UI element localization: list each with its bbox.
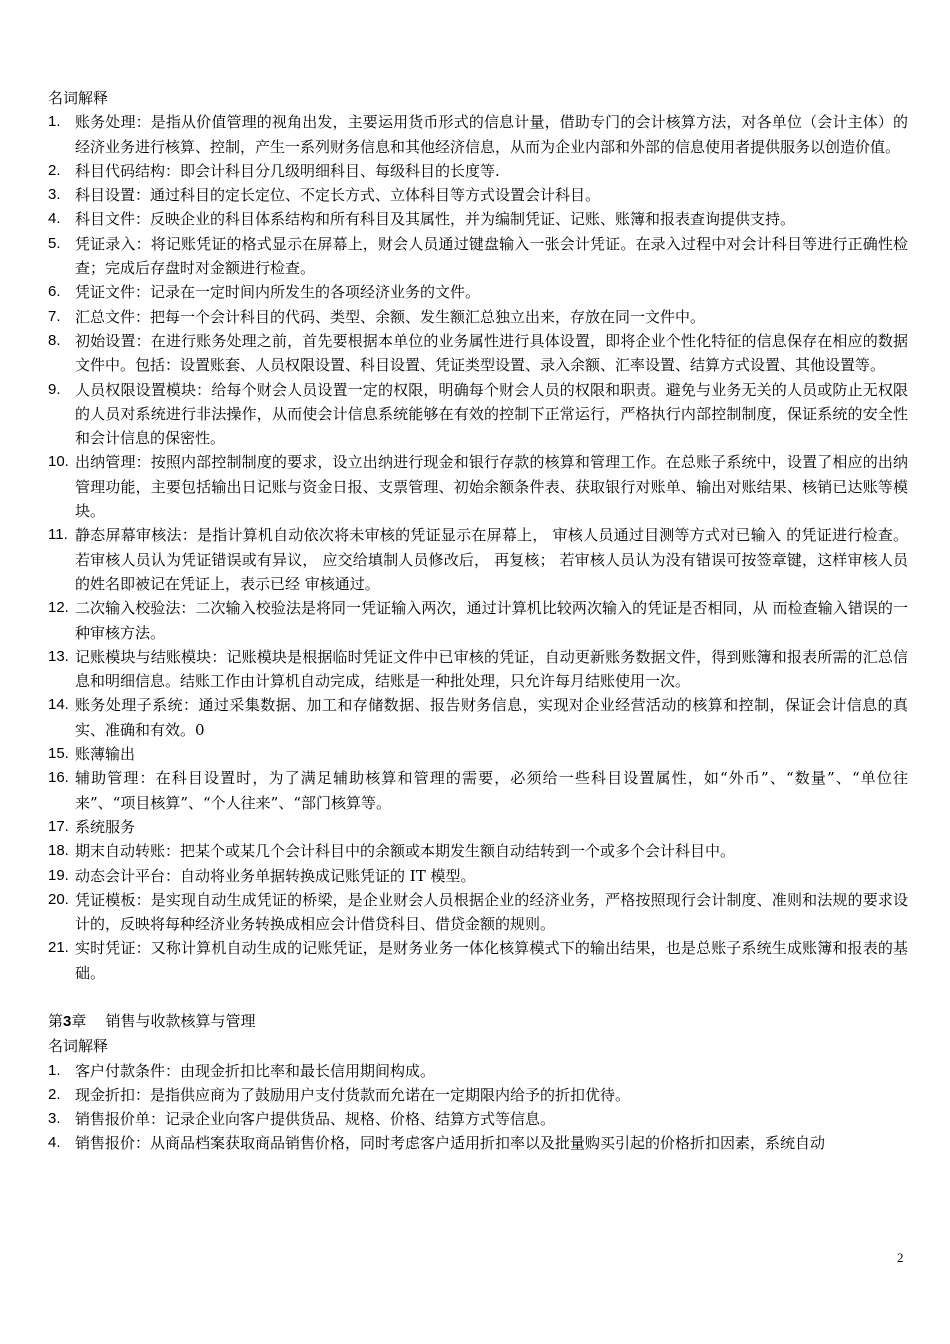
item-text: 汇总文件：把每一个会计科目的代码、类型、余额、发生额汇总独立出来，存放在同一文件中。 [75,307,706,326]
item-text: 销售报价：从商品档案获取商品销售价格，同时考虑客户适用折扣率以及批量购买引起的价格折扣因素，系统自动 [75,1134,826,1153]
list-item [48,183,908,207]
item-number: 14. [48,696,69,714]
list-item [48,305,908,329]
item-text: 账务处理：是指从价值管理的视角出发，主要运用货币形式的信息计量，借助专门的会计核算方法，对各单位（会计主体）的经济业务进行核算、控制，产生一系列财务信息和其他经济信息，从而为企业内部和外部的信息使用者提供服务以创造价值。 [75,113,908,156]
item-number: 17. [48,817,69,835]
item-text: 现金折扣：是指供应商为了鼓励用户支付货款而允诺在一定期限内给予的折扣优待。 [75,1085,631,1104]
chapter-number: 3 [63,1012,72,1030]
item-number: 5. [48,234,61,252]
item-number: 12. [48,599,69,617]
list-item [48,742,908,766]
page-number: 2 [897,1250,904,1265]
item-text: 销售报价单：记录企业向客户提供货品、规格、价格、结算方式等信息。 [75,1110,556,1129]
item-number: 16. [48,769,69,787]
item-number: 3. [48,1110,61,1128]
item-number: 2. [48,1085,61,1103]
list-item [48,280,908,304]
list-item [48,766,908,815]
item-number: 7. [48,307,61,325]
chapter-prefix: 第 [48,1011,64,1030]
chapter-title: 销售与收款核算与管理 [105,1011,256,1030]
item-text: 科目设置：通过科目的定长定位、不定长方式、立体科目等方式设置会计科目。 [75,186,601,205]
item-text: 记账模块与结账模块：记账模块是根据临时凭证文件中已审核的凭证，自动更新账务数据文件，得到账簿和报表所需的汇总信息和明细信息。结账工作由计算机自动完成，结账是一种批处理，只允许每月结账使用一次。 [75,647,908,691]
item-number: 8. [48,331,61,349]
item-text: 实时凭证：又称计算机自动生成的记账凭证，是财务业务一体化核算模式下的输出结果，也是总账子系统生成账簿和报表的基础。 [75,939,908,982]
list-item [48,1131,908,1155]
item-number: 15. [48,745,69,763]
list-item [48,378,908,451]
item-number: 1. [48,113,61,131]
item-number: 2. [48,161,61,179]
item-text: 凭证录入：将记账凭证的格式显示在屏幕上，财会人员通过键盘输入一张会计凭证。在录入过程中对会计科目等进行正确性检查；完成后存盘时对金额进行检查。 [75,234,908,278]
item-number: 9. [48,380,61,398]
list-item [48,110,908,159]
chapter-heading [48,1009,908,1034]
item-text: 凭证文件：记录在一定时间内所发生的各项经济业务的文件。 [75,283,481,302]
item-number: 10. [48,453,69,471]
item-text: 科目文件：反映企业的科目体系结构和所有科目及其属性，并为编制凭证、记账、账簿和报表查询提供支持。 [75,210,796,229]
list-item [48,232,908,281]
list-item [48,159,908,183]
item-text: 初始设置：在进行账务处理之前，首先要根据本单位的业务属性进行具体设置，即将企业个性化特征的信息保存在相应的数据文件中。包括：设置账套、人员权限设置、科目设置、凭证类型设置、录入余额、汇率设置、结算方式设置、其他设置等。 [75,331,908,375]
list-item [48,1083,908,1107]
list-item [48,936,908,985]
page-content [48,86,908,1156]
item-text: 静态屏幕审核法：是指计算机自动依次将未审核的凭证显示在屏幕上， 审核人员通过目测等方式对已输入 的凭证进行检查。 若审核人员认为凭证错误或有异议， 应交给填制人员修改后， 再复核； 若审核人员认为没有错误可按签章键，这样审核人员的姓名即被记在凭证上，表示已经 审核通过。 [75,526,908,593]
item-number: 4. [48,210,61,228]
list-item [48,645,908,694]
list-item [48,888,908,937]
item-number: 4. [48,1134,61,1152]
item-text: 科目代码结构：即会计科目分几级明细科目、每级科目的长度等. [75,161,500,180]
item-text: 期末自动转账：把某个或某几个会计科目中的余额或本期发生额自动结转到一个或多个会计科目中。 [75,842,736,861]
item-number: 1. [48,1061,61,1079]
item-number: 3. [48,186,61,204]
item-number: 18. [48,842,69,860]
list-item [48,1107,908,1131]
item-text: 辅助管理：在科目设置时，为了满足辅助核算和管理的需要，必须给一些科目设置属性，如“外币”、“数量”、“单位往来”、“项目核算”、“个人往来”、“部门核算等。 [75,769,908,812]
item-text: 客户付款条件：由现金折扣比率和最长信用期间构成。 [75,1061,436,1080]
list-item [48,596,908,645]
list-item [48,1059,908,1083]
section-heading: 名词解释 [48,1037,109,1056]
item-number: 11. [48,526,68,544]
list-item [48,815,908,839]
item-text: 系统服务 [75,817,136,836]
list-item [48,207,908,231]
item-number: 21. [48,939,69,957]
list-item [48,864,908,888]
list-item [48,839,908,863]
definition-list [48,110,908,985]
section-heading: 名词解释 [48,89,109,107]
item-number: 19. [48,866,69,884]
item-text: 人员权限设置模块：给每个财会人员设置一定的权限，明确每个财会人员的权限和职责。避免与业务无关的人员或防止无权限的人员对系统进行非法操作，从而使会计信息系统能够在有效的控制下正常运行，严格执行内部控制制度，保证系统的安全性和会计信息的保密性。 [75,380,908,448]
item-text: 二次输入校验法：二次输入校验法是将同一凭证输入两次，通过计算机比较两次输入的凭证是否相同，从 而检查输入错误的一种审核方法。 [75,599,908,642]
item-number: 20. [48,890,69,908]
item-text: 账薄输出 [75,745,136,764]
list-item [48,523,908,596]
item-number: 6. [48,283,61,301]
item-text: 凭证模板：是实现自动生成凭证的桥梁，是企业财会人员根据企业的经济业务，严格按照现行会计制度、准则和法规的要求设计的，反映将每种经济业务转换成相应会计借贷科目、借贷金额的规则。 [75,890,908,934]
definition-list [48,1059,908,1156]
list-item [48,450,908,523]
item-number: 13. [48,647,69,665]
item-text: 动态会计平台：自动将业务单据转换成记账凭证的 IT 模型。 [75,866,476,885]
list-item [48,693,908,742]
item-text: 出纳管理：按照内部控制制度的要求，设立出纳进行现金和银行存款的核算和管理工作。在总账子系统中，设置了相应的出纳管理功能，主要包括输出日记账与资金日报、支票管理、初始余额条件表、获取银行对账单、输出对账结果、核销已达账等模块。 [75,453,908,521]
item-text: 账务处理子系统：通过采集数据、加工和存储数据、报告财务信息，实现对企业经营活动的核算和控制，保证会计信息的真实、准确和有效。0 [75,696,908,739]
list-item [48,329,908,378]
chapter-suffix: 章 [71,1011,87,1030]
